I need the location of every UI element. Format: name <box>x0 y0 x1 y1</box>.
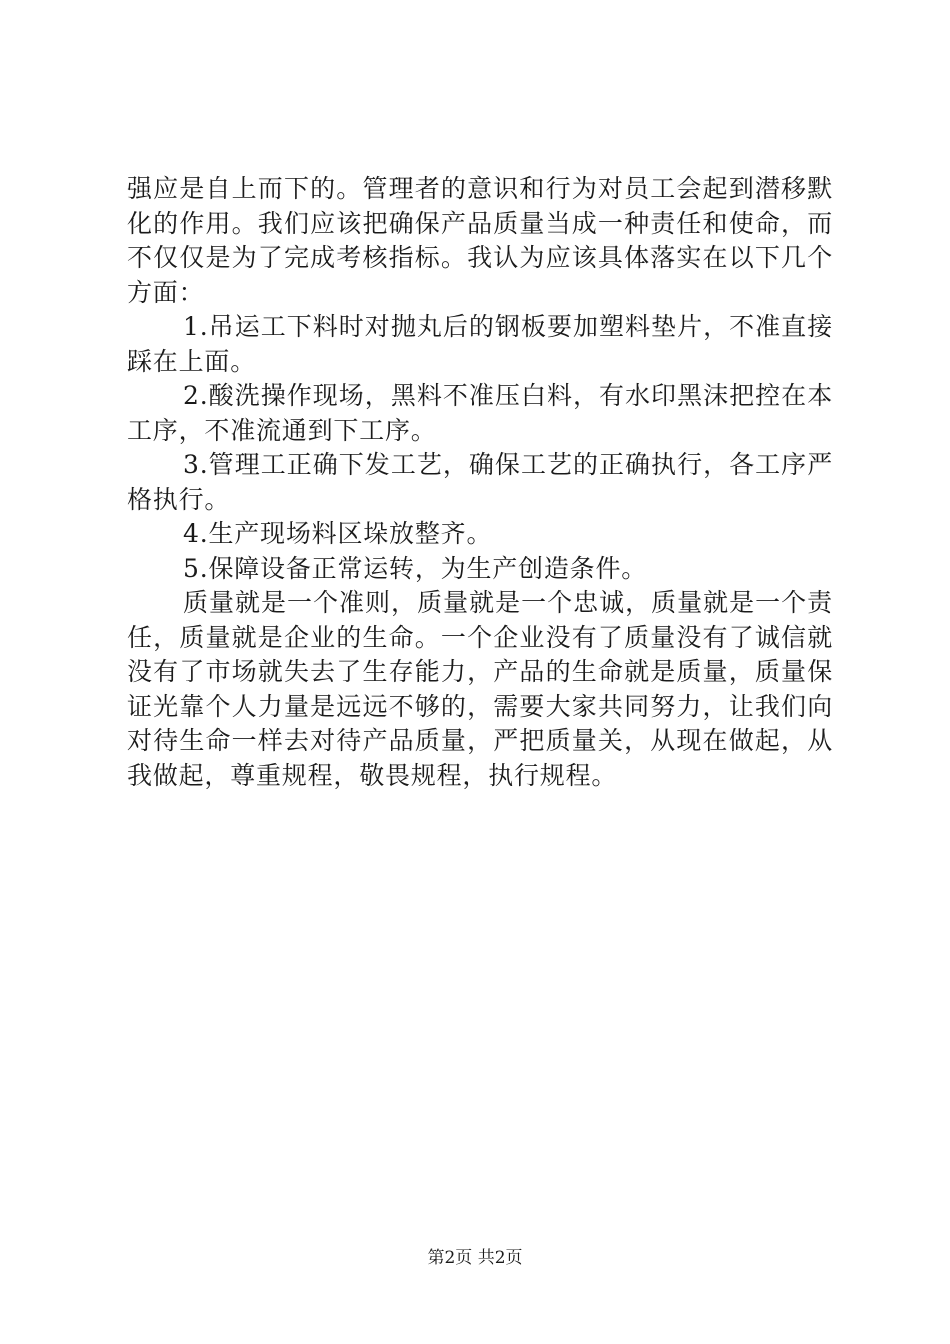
list-item: 5.保障设备正常运转，为生产创造条件。 <box>183 553 648 583</box>
page-number: 第2页 共2页 <box>427 1248 523 1268</box>
list-item: 1.吊运工下料时对抛丸后的钢板要加塑料垫片，不准直接踩在上面。 <box>127 312 833 376</box>
list-item: 4.生产现场料区垛放整齐。 <box>183 519 493 548</box>
document-body <box>127 172 833 793</box>
page-footer <box>0 1243 950 1268</box>
paragraph-conclusion: 质量就是一个准则，质量就是一个忠诚，质量就是一个责任，质量就是企业的生命。一个企业没有了质量没有了诚信就没有了市场就失去了生存能力，产品的生命就是质量，质量保证光靠个人力量是远远不够的，需要大家共同努力，让我们向对待生命一样去对待产品质量，严把质量关，从现在做起，从我做起，尊重规程，敬畏规程，执行规程。 <box>127 588 833 790</box>
list-item: 3.管理工正确下发工艺，确保工艺的正确执行，各工序严格执行。 <box>127 450 833 514</box>
list-item: 2.酸洗操作现场，黑料不准压白料，有水印黑沫把控在本工序，不准流通到下工序。 <box>127 381 833 445</box>
paragraph-intro: 强应是自上而下的。管理者的意识和行为对员工会起到潜移默化的作用。我们应该把确保产品质量当成一种责任和使命，而不仅仅是为了完成考核指标。我认为应该具体落实在以下几个方面： <box>127 174 833 307</box>
